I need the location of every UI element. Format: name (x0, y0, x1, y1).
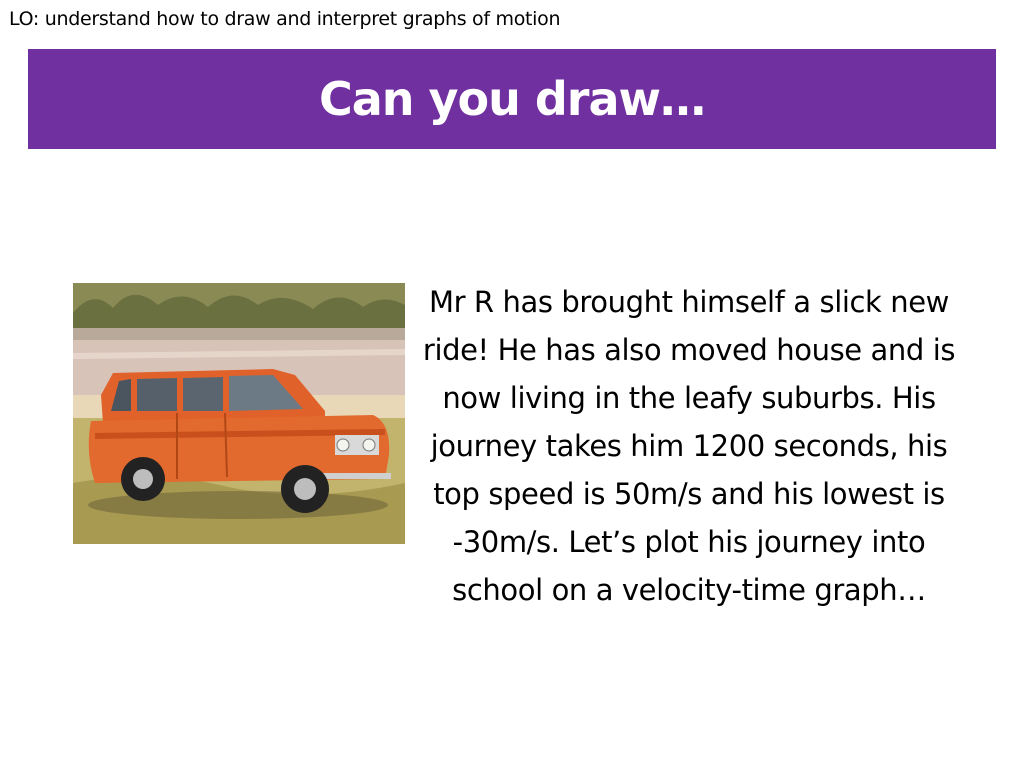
learning-objective: LO: understand how to draw and interpret graphs of motion (9, 8, 561, 30)
headlight-right (363, 439, 375, 451)
rear-hubcap (133, 469, 153, 489)
car-photo-illustration (73, 283, 405, 544)
headlight-left (337, 439, 349, 451)
car-photo (73, 283, 405, 544)
title-banner (28, 49, 996, 149)
rear-side-window (137, 378, 177, 411)
front-hubcap (294, 478, 316, 500)
journey-description: Mr R has brought himself a slick new ride! He has also moved house and is now living in the leafy suburbs. His journey takes him 1200 seconds, his top speed is 50m/s and his lowest is -30m/s. Let’s plot his journey into school on a velocity-time graph… (422, 285, 956, 607)
slide-title: Can you draw… (318, 72, 706, 126)
front-side-window (183, 377, 223, 411)
lake-far-edge (73, 328, 405, 340)
